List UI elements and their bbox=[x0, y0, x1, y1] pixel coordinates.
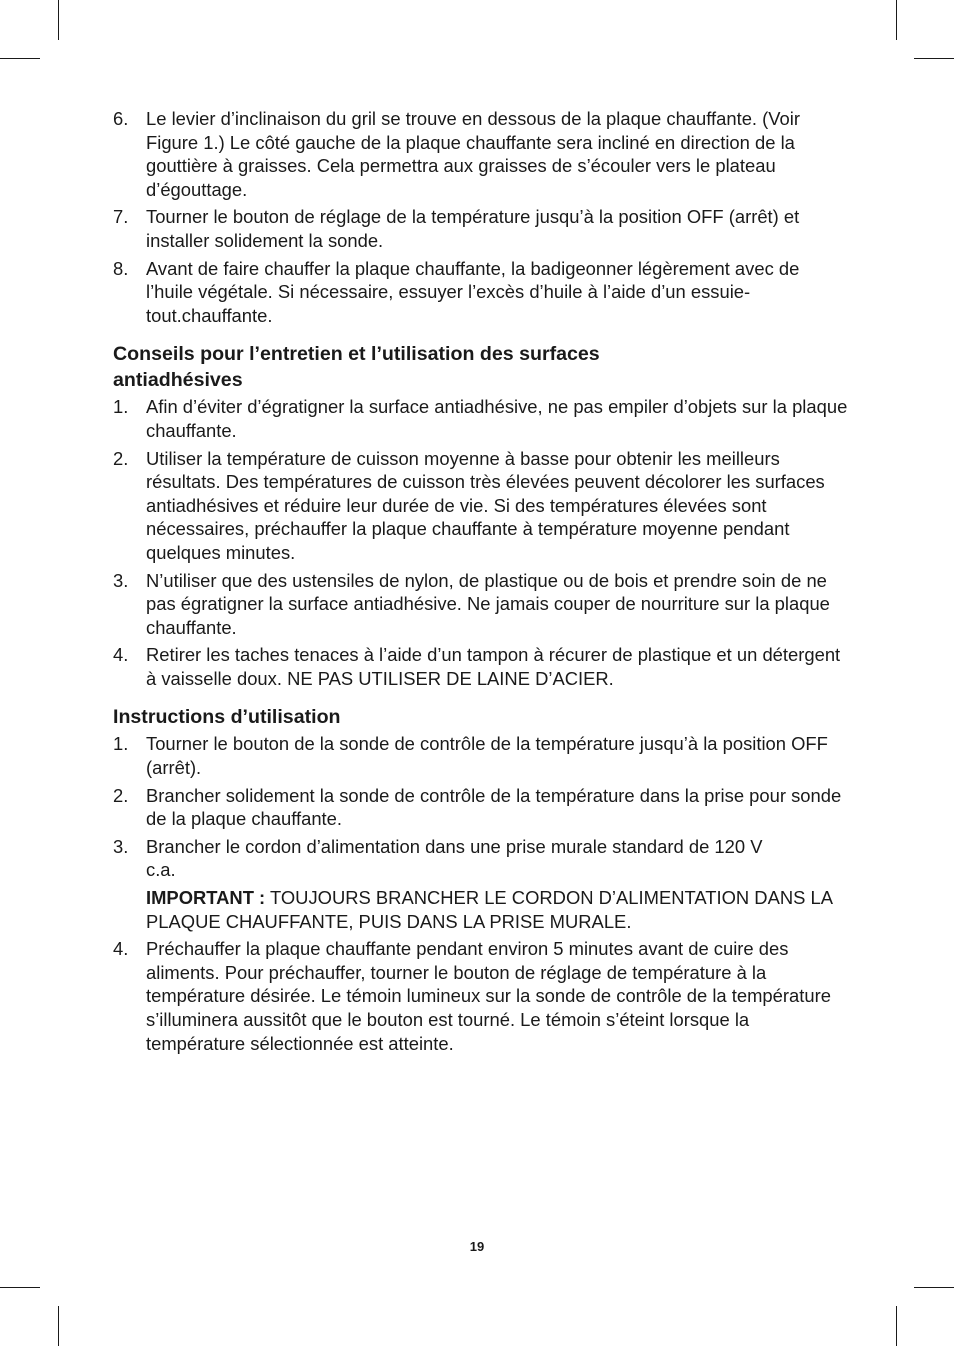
list-item-text: Retirer les taches tenaces à l’aide d’un tampon à récurer de plastique et un détergent à vaisselle doux. NE PAS UTILISER DE LAINE D’ACIER. bbox=[146, 644, 841, 689]
page-number: 19 bbox=[469, 1239, 485, 1254]
list-number: 1. bbox=[113, 396, 129, 418]
list-item bbox=[113, 205, 848, 252]
list-number: 1. bbox=[113, 733, 129, 755]
list-item-text: Tourner le bouton de la sonde de contrôle de la température jusqu’à la position OFF (arrêt). bbox=[146, 733, 828, 779]
list-item bbox=[113, 732, 848, 779]
list-number: 4. bbox=[113, 938, 129, 960]
crop-mark bbox=[58, 1306, 59, 1346]
list-item bbox=[113, 569, 848, 640]
care-list bbox=[113, 395, 848, 690]
intro-list bbox=[113, 107, 848, 327]
important-note bbox=[146, 886, 848, 933]
crop-mark bbox=[0, 58, 40, 59]
page-content bbox=[113, 107, 848, 1059]
list-item bbox=[113, 937, 848, 1055]
list-number: 4. bbox=[113, 644, 129, 666]
list-number: 7. bbox=[113, 206, 129, 228]
list-item bbox=[113, 643, 848, 690]
list-item-text: Utiliser la température de cuisson moyenne à basse pour obtenir les meilleurs résultats. Des températures de cuisson très élevées peuvent décolorer les surfaces antiadhésives et réduire leur durée de vie. Si des températures élevées sont nécessaires, préchauffer la plaque chauffante à température moyenne pendant quelques minutes. bbox=[146, 447, 825, 563]
section-heading-usage: Instructions d’utilisation bbox=[113, 706, 341, 729]
crop-mark bbox=[914, 58, 954, 59]
list-item bbox=[113, 447, 848, 565]
crop-mark bbox=[0, 1287, 40, 1288]
list-number: 6. bbox=[113, 108, 129, 129]
list-item-text: Afin d’éviter d’égratigner la surface antiadhésive, ne pas empiler d’objets sur la plaque chauffante. bbox=[146, 396, 848, 441]
crop-mark bbox=[58, 0, 59, 40]
list-number: 2. bbox=[113, 447, 129, 469]
list-item bbox=[113, 107, 848, 201]
list-item-text: Brancher solidement la sonde de contrôle de la température dans la prise pour sonde de la plaque chauffante. bbox=[146, 784, 842, 830]
list-item-text: Brancher le cordon d’alimentation dans une prise murale standard de 120 V c.a. bbox=[146, 835, 763, 881]
crop-mark bbox=[914, 1287, 954, 1288]
list-number: 3. bbox=[113, 835, 129, 857]
list-item bbox=[113, 784, 848, 831]
crop-mark bbox=[896, 1306, 897, 1346]
list-number: 2. bbox=[113, 784, 129, 806]
list-item-text: Préchauffer la plaque chauffante pendant environ 5 minutes avant de cuire des aliments. Pour préchauffer, tourner le bouton de réglage de température à la température désirée. Le témoin lumineux sur la sonde de contrôle de la température s’illuminera aussitôt que le bouton est tourné. Le témoin s’éteint lorsque la température sélectionnée est atteinte. bbox=[146, 938, 831, 1054]
list-item-text: Le levier d’inclinaison du gril se trouve en dessous de la plaque chauffante. (Voir Figure 1.) Le côté gauche de la plaque chauffante sera incliné en direction de la gouttière à graisses. Cela permettra aux graisses de s’écouler vers le plateau d’égouttage. bbox=[146, 108, 800, 200]
list-number: 8. bbox=[113, 257, 129, 279]
section-heading-care: Conseils pour l’entretien et l’utilisation des surfaces antiadhésives bbox=[113, 343, 600, 392]
important-text: TOUJOURS BRANCHER LE CORDON D’ALIMENTATION DANS LA PLAQUE CHAUFFANTE, PUIS DANS LA PRISE MURALE. bbox=[146, 887, 832, 932]
list-item bbox=[113, 257, 848, 328]
list-item bbox=[113, 835, 848, 933]
crop-mark bbox=[896, 0, 897, 40]
usage-list bbox=[113, 732, 848, 1055]
important-label: IMPORTANT : bbox=[146, 887, 266, 909]
list-item-text: Avant de faire chauffer la plaque chauffante, la badigeonner légèrement avec de l’huile végétale. Si nécessaire, essuyer l’excès d’huile à l’aide d’un essuie-tout.chauffante. bbox=[146, 257, 800, 326]
list-item-text: N’utiliser que des ustensiles de nylon, de plastique ou de bois et prendre soin de ne pas égratigner la surface antiadhésive. Ne jamais couper de nourriture sur la plaque chauffante. bbox=[146, 569, 830, 638]
list-number: 3. bbox=[113, 569, 129, 591]
list-item bbox=[113, 395, 848, 442]
list-item-text: Tourner le bouton de réglage de la température jusqu’à la position OFF (arrêt) et installer solidement la sonde. bbox=[146, 206, 800, 251]
